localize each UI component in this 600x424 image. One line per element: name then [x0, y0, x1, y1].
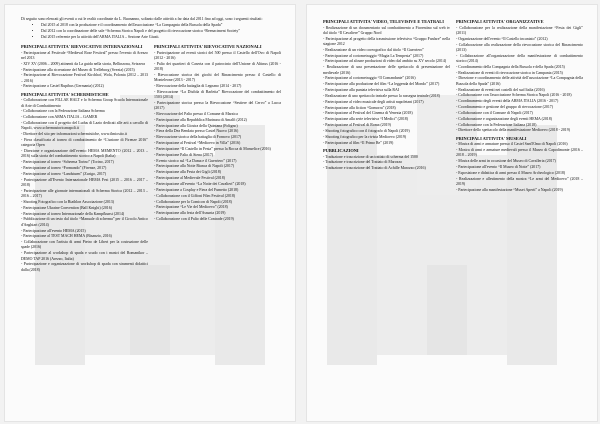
activity-item: - Rievocazione della battaglia di Legnano (2014 - 2017): [154, 84, 281, 89]
activity-item: - Coordinamento e gestione del gruppo di rievocazione (2017): [456, 105, 583, 110]
activity-item: - Partecipazione alla ricreazione del Museo di Trelleborg (Svezia) (2015): [21, 68, 148, 73]
intro-list: [21, 23, 281, 40]
activity-item: - Realizzazione di una presentazione delle spettacolo di presentazione del medievale (2016): [323, 65, 450, 76]
activity-item: - Realizzazione e allestimento della mostra “Le armi del Medioevo” (2018 – 2019): [456, 177, 583, 188]
activity-item: - Partecipazione all'evento “Il Museo di Notte” (2017): [456, 165, 583, 170]
activity-item: - Partecipazione al cortometraggio “Magia La Tempesta” (2017): [323, 54, 450, 59]
right-columns: [323, 17, 583, 194]
section-heading: PRINCIPALI ATTIVITA' SCHERMISTICHE: [21, 92, 109, 98]
activity-item: - Partecipazione “Il Castello in Festa” presso la Rocca di Monselice (2016): [154, 147, 281, 152]
activity-item: - Partecipazione al TEST MACH HEMA (Bisanzio, 2016): [21, 234, 148, 239]
activity-item: - Partecipazione al film “Il Primo Re” (2019): [323, 141, 450, 146]
activity-item: - Partecipazione ad alcune produzioni di video dal ambito su XV secolo (2014): [323, 59, 450, 64]
activity-item: - Partecipazione al Festival “Medioevo in Villa” (2016): [154, 141, 281, 146]
intro-section: [21, 17, 281, 40]
activity-item: - Direttore del sito per informazioni schermistiche, www.ilmiosito.it: [21, 132, 148, 137]
activity-item: - Partecipazione al Festivale “Medieval Rose Festival” presso l'evento di Arezzo nel 2013: [21, 51, 148, 62]
activity-item: - Partecipazione al cortometraggio “Il Comandante” (2016): [323, 76, 450, 81]
activity-item: - Shooting fotografico per la rivista Medioevo (2019): [323, 135, 450, 140]
activity-item: - Partecipazione a Castel Rupibus (Germania) (2012): [21, 84, 148, 89]
section-heading: PRINCIPALI ATTIVITA' ORGANIZZATIVE: [456, 19, 544, 25]
activity-item: - Collaborazione con l'artista di armi Pietro de Liberi per la costruzione delle spade (2016): [21, 240, 148, 251]
activity-item: - Partecipazione al video musicale degli artisti napoletani (2017): [323, 100, 450, 105]
intro-item: • Dal 2012 con la coordinazione delle sale “Scherma Storica Napoli e del progetto di rievocazione storica “Reenactment Society”: [41, 29, 281, 34]
activity-item: - Collaborazione con il Comune di Napoli (2017): [456, 111, 583, 116]
activity-item: - Traduzione e trascrizione di un trattato di scherma del 1500: [323, 155, 450, 160]
section-heading: PRINCIPALI ATTIVITA' VIDEO, TELEVISIVE E TEATRALI: [323, 19, 444, 25]
activity-item: - Partecipazione a Cosplay e Fiera del Fumetto (2018): [154, 188, 281, 193]
activity-item: - Rievocazione del Palio presso il Comune di Marsica: [154, 112, 281, 117]
activity-item: - Collaborazione con la Federazione Italiana (2018): [456, 123, 583, 128]
activity-item: - Partecipazione alla festa dell'Assunta (2019): [154, 211, 281, 216]
activity-item: - Partecipazione all'Evento Internazionale HEMA Fest (2015 – 2016 – 2017 – 2018): [21, 178, 148, 189]
text-column: [323, 17, 450, 194]
activity-item: - Partecipazione alla fiction “Gomorra” (2018): [323, 106, 450, 111]
activity-item: - Partecipazione alla produzione del film “La leggenda del Mondo” (2017): [323, 82, 450, 87]
activity-item: - Partecipazione al progetto della trasmissione televisiva “Gruppo Fanfare” nella stagione 2012: [323, 37, 450, 48]
activity-item: - Partecipazione Ukraine Convention (Ball Knight) (2016): [21, 206, 148, 211]
activity-item: - Partecipazione al Festival di Roma (2019): [323, 123, 450, 128]
activity-item: - Partecipazione alla Giostra della Quintana (Foligno): [154, 124, 281, 129]
activity-item: - Partecipazione Palio di Siena (2017): [154, 153, 281, 158]
activity-item: - Collaborazione con l'associazione Scherma Storica Napoli (2016 - 2018): [456, 93, 583, 98]
activity-item: - Traduzione e trascrizione del Trattato di Marozzo: [323, 160, 450, 165]
activity-item: - Direzione e coordinamento delle attività dell'associazione “La Compagnia della Bussola della Spada” (2016): [456, 76, 583, 87]
activity-item: - Rievocazione “La Disfida di Barletta” Rievocazione del combattimento del 1503 (2014): [154, 90, 281, 101]
activity-item: - Partecipazione al workshop di spada e scudo con i mastri del Romanikor – DEMO TAP 2016 (Arezzo, Italia): [21, 251, 148, 262]
activity-item: - Partecipazione alla puntata televisiva sulla RAI: [323, 88, 450, 93]
activity-item: - Partecipazione ad eventi storici del 500 presso il Castello dell'Ovo di Napoli (2012 - 2016): [154, 51, 281, 62]
activity-item: - Realizzazione di uno spettacolo teatrale presso la rassegna teatrale (2018): [323, 94, 450, 99]
activity-item: - Shooting fotografico con il fotografo di Napoli (2019): [323, 129, 450, 134]
activity-item: - Partecipazione al Festival del Cinema di Venezia (2018): [323, 111, 450, 116]
activity-item: - Mostra di armi e armature presso il Castel Sant'Elmo di Napoli (2016): [456, 142, 583, 147]
activity-item: - Collaborazione con FILLAE HALT e lo Scherma Group Scuola Internazionale di Arte di Combattimento: [21, 98, 148, 109]
activity-item: - Partecipazione all'evento HEMA (2015): [21, 229, 148, 234]
activity-item: - Partecipazione alla Notte Bianca di Napoli (2017): [154, 164, 281, 169]
left-page: [4, 4, 296, 422]
activity-item: - Partecipazione alle giornate internazionali di Scherma Storica (2012 – 2013 – 2016 – 2017): [21, 189, 148, 200]
text-column: [456, 17, 583, 194]
section-heading: PRINCIPALI ATTIVITA' RIEVOCATIVE INTERNAZIONALI: [21, 44, 143, 50]
activity-item: - Collaborazione con ARMA ITALIA – GAMER: [21, 115, 148, 120]
activity-item: - Partecipazione e organizzazione di workshop di spada con strumenti didattici dalla (2018): [21, 262, 148, 273]
activity-item: - Partecipazione al torneo “Formando” (Firenze, 2017): [21, 166, 148, 171]
activity-item: - Direzione e organizzazione dell'evento HEMA MEMENTO (2012 – 2013 – 2016) sulla storia del combattimento storico a Napoli (Italia): [21, 149, 148, 160]
activity-item: - Partecipazione alla manifestazione “Musei Aperti” a Napoli (2019): [456, 188, 583, 193]
activity-item: - Partecipazione al torneo “Scherma Torino” (Torino, 2017): [21, 160, 148, 165]
activity-item: - Mostra delle armi in occasione del Museo di Cavalleria (2017): [456, 159, 583, 164]
activity-item: - Realizzazione di un documentario sul combattimento a Fiorentino sul web tv dal titolo “Il Cavaliere” Gruppo Nord: [323, 26, 450, 37]
activity-item: - Partecipazione al Medievale Festival (2018): [154, 176, 281, 181]
activity-item: - Collaborazione con il progetto del Ludus di Lazio dedicati alle arti a cavallo di Napoli, www.schermastoricanapoli.it: [21, 121, 148, 132]
activity-item: - Direttore dello spettacolo della manifestazione Medioevo (2018 - 2019): [456, 128, 583, 133]
left-columns: [21, 42, 281, 274]
section-heading: PUBBLICAZIONI: [323, 148, 359, 154]
right-page: [306, 4, 598, 422]
activity-item: - Partecipazione al torneo “Landsturm” (Zurigo, 2017): [21, 172, 148, 177]
activity-item: - Organizzazione dell'evento “Il Castello incantato” (2012): [456, 37, 583, 42]
intro-item: • Dal 2015 referente per la attività dell'ARMA ITALIA – Sezione Arte Giusti.: [41, 35, 281, 40]
activity-item: - Partecipazione alla serie televisiva “I Medici” (2018): [323, 117, 450, 122]
activity-item: - Pubblicazione di un testo dal titolo “Manuale di scherma” per il Circolo Antico d'Anghiari (2014): [21, 217, 148, 228]
intro-item: • Dal 2015 al 2018 con la produzione e il coordinamento dell'associazione “La Compagnia della Bussola della Spada”: [41, 23, 281, 28]
activity-item: - Partecipazione al Rievocazione Festival Kirchhof, Wola, Polonia (2012 – 2013 – 2016): [21, 73, 148, 84]
activity-item: - Partecipazione all'evento “La Notte dei Cavalieri” (2018): [154, 182, 281, 187]
activity-item: - Fiera classificata al torneo di combattimento de “L'unione di Firenze 2016” categoria Open: [21, 138, 148, 149]
activity-item: - Partecipazione al torneo Internazionale della Kampfkunst (2014): [21, 212, 148, 217]
activity-item: - Mostra di armi e armature medievali presso il Museo di Capodimonte (2016 – 2018 – 2019): [456, 148, 583, 159]
text-column: [154, 42, 281, 274]
activity-item: - Palio dei quartieri di Caserta con il patrocinio dell'Unione di Altinus (2016 - 2018): [154, 62, 281, 73]
activity-item: - Coordinamento degli eventi della ARMA ITALIA (2016 - 2017): [456, 99, 583, 104]
activity-item: - Realizzazione di eventi di rievocazione storica in Campania (2015): [456, 71, 583, 76]
activity-item: - Evento storico sul “La Dama e il Guerriero” (2017): [154, 159, 281, 164]
activity-item: - Partecipazione alla Repubblica Marinara di Amalfi (2012): [154, 118, 281, 123]
intro-text: Di seguito sono elencati gli eventi a cui le realtà coordinate da L. Buonanno, soltanto dalle attività a far data dal 2011 fino ad oggi, sono i seguenti risultati:: [21, 17, 263, 21]
activity-item: - Collaborazione con il Palio delle Contrade (2019): [154, 217, 281, 222]
activity-item: - Partecipazione storica presso la Rievocazione “Sestiere del Cervo” a Lucca (2017): [154, 101, 281, 112]
activity-item: - Collaborazione con il Giffoni Film Festival (2018): [154, 194, 281, 199]
activity-item: - Fiera della Dea Bendata presso Castel Nuovo (2016): [154, 129, 281, 134]
activity-item: - Collaborazione alla realizzazione della rievocazione storica del Rinascimento (2013): [456, 43, 583, 54]
activity-item: - Rievocazione storica dei giochi del Rinascimento presso il Castello di Monteleone (2013 - 2017): [154, 73, 281, 84]
activity-item: - Collaborazione per la realizzazione della manifestazione “Festa dei Gigli” (2011): [456, 26, 583, 37]
activity-item: - Collaborazione con la Federazione Italiana Scherma: [21, 109, 148, 114]
activity-item: - XIV XV (2006 – 2009) attinenti da La guida nella storia, Bellinzona, Svizzera: [21, 62, 148, 67]
section-heading: PRINCIPALI ATTIVITA' MUSEALI: [456, 136, 527, 142]
activity-item: - Realizzazione di un video coreografico dal titolo “Il Guerriero”: [323, 48, 450, 53]
activity-item: - Esposizione e didattica di armi presso il Museo Archeologico (2018): [456, 171, 583, 176]
activity-item: - Collaborazione e organizzazione degli eventi HEMA (2018): [456, 117, 583, 122]
activity-item: - Collaborazione per la Comicon di Napoli (2018): [154, 200, 281, 205]
activity-item: - Partecipazione “Le Vie del Medioevo” (2018): [154, 205, 281, 210]
activity-item: - Shooting Fotografico con la Biathlon Associazione (2013): [21, 200, 148, 205]
activity-item: - Rievocazione storica della battaglia di Fornovo (2017): [154, 135, 281, 140]
activity-item: - Partecipazione alla Festa dei Gigli (2018): [154, 170, 281, 175]
text-column: [21, 42, 148, 274]
activity-item: - Traduzione e trascrizione del Trattato di Achille Marozzo (2016): [323, 166, 450, 171]
section-heading: PRINCIPALI ATTIVITA' RIEVOCATIVE NAZIONALI: [154, 44, 262, 50]
activity-item: - Coordinamento della Compagnia della Bussola e della Spada (2015): [456, 65, 583, 70]
activity-item: - Collaborazione all'organizzazione della manifestazione di combattimento storico (2014): [456, 54, 583, 65]
activity-item: - Realizzazione di eventi nei castelli del sud Italia (2016): [456, 88, 583, 93]
